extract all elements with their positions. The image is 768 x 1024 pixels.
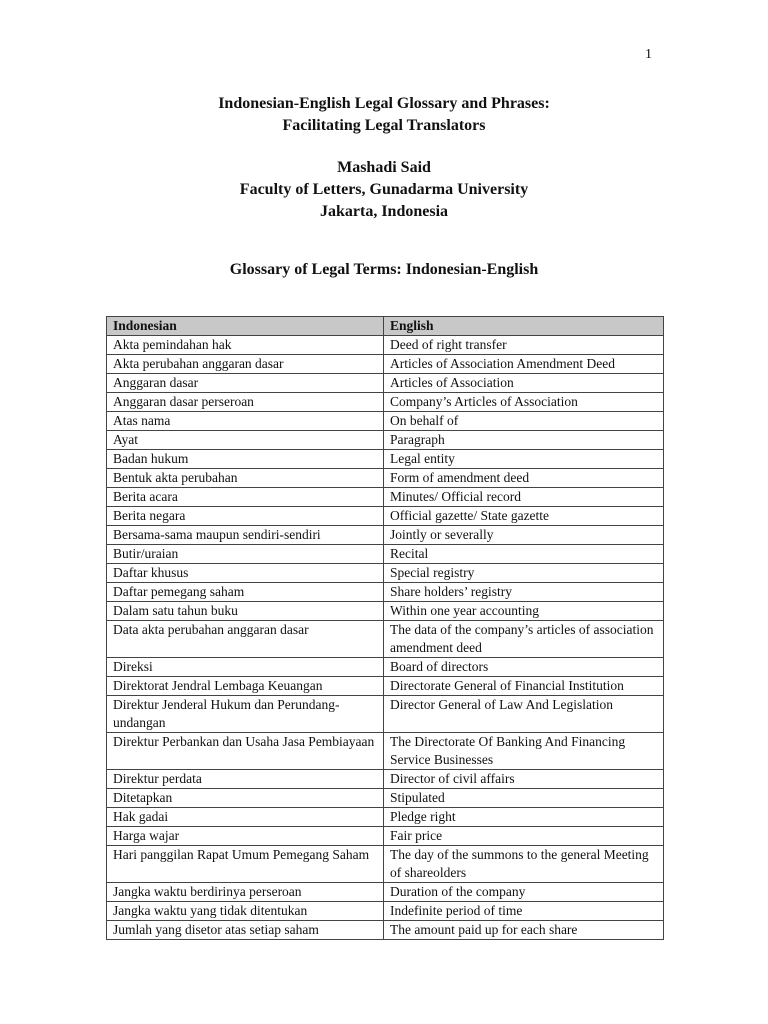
english-term: Stipulated	[384, 789, 664, 808]
english-term: Articles of Association Amendment Deed	[384, 355, 664, 374]
author-location: Jakarta, Indonesia	[319, 203, 449, 220]
english-term: Fair price	[384, 827, 664, 846]
english-term: Official gazette/ State gazette	[384, 507, 664, 526]
table-row	[107, 431, 664, 450]
table-row	[107, 789, 664, 808]
indonesian-term: Direktur perdata	[107, 770, 384, 789]
glossary-table-body	[107, 336, 664, 940]
english-term: The amount paid up for each share	[384, 921, 664, 940]
indonesian-term: Direktorat Jendral Lembaga Keuangan	[107, 677, 384, 696]
english-term: Directorate General of Financial Institution	[384, 677, 664, 696]
indonesian-term: Butir/uraian	[107, 545, 384, 564]
indonesian-term: Data akta perubahan anggaran dasar	[107, 621, 384, 658]
english-term: Legal entity	[384, 450, 664, 469]
table-row	[107, 526, 664, 545]
indonesian-term: Jumlah yang disetor atas setiap saham	[107, 921, 384, 940]
document-title-block	[0, 93, 768, 223]
table-row	[107, 658, 664, 677]
table-row	[107, 336, 664, 355]
english-term: Deed of right transfer	[384, 336, 664, 355]
indonesian-term: Direktur Perbankan dan Usaha Jasa Pembiayaan	[107, 733, 384, 770]
table-row	[107, 374, 664, 393]
table-row	[107, 808, 664, 827]
table-row	[107, 412, 664, 431]
table-row	[107, 507, 664, 526]
indonesian-term: Jangka waktu yang tidak ditentukan	[107, 902, 384, 921]
english-term: Director General of Law And Legislation	[384, 696, 664, 733]
indonesian-term: Daftar khusus	[107, 564, 384, 583]
english-term: Recital	[384, 545, 664, 564]
indonesian-term: Jangka waktu berdirinya perseroan	[107, 883, 384, 902]
english-term: The day of the summons to the general Meeting of shareolders	[384, 846, 664, 883]
indonesian-term: Anggaran dasar	[107, 374, 384, 393]
indonesian-term: Direktur Jenderal Hukum dan Perundang-undangan	[107, 696, 384, 733]
table-row	[107, 583, 664, 602]
english-term: Director of civil affairs	[384, 770, 664, 789]
indonesian-term: Berita acara	[107, 488, 384, 507]
author-affiliation: Faculty of Letters, Gunadarma University	[239, 181, 529, 198]
table-row	[107, 902, 664, 921]
column-header-english: English	[384, 317, 664, 336]
table-row	[107, 602, 664, 621]
indonesian-term: Berita negara	[107, 507, 384, 526]
table-row	[107, 355, 664, 374]
indonesian-term: Akta perubahan anggaran dasar	[107, 355, 384, 374]
glossary-table	[106, 316, 664, 940]
english-term: The Directorate Of Banking And Financing Service Businesses	[384, 733, 664, 770]
english-term: Board of directors	[384, 658, 664, 677]
english-term: Jointly or severally	[384, 526, 664, 545]
table-row	[107, 770, 664, 789]
table-header-row	[107, 317, 664, 336]
table-row	[107, 545, 664, 564]
english-term: Duration of the company	[384, 883, 664, 902]
page-number: 1	[645, 47, 652, 62]
english-term: Indefinite period of time	[384, 902, 664, 921]
indonesian-term: Dalam satu tahun buku	[107, 602, 384, 621]
english-term: Share holders’ registry	[384, 583, 664, 602]
indonesian-term: Akta pemindahan hak	[107, 336, 384, 355]
english-term: Form of amendment deed	[384, 469, 664, 488]
table-row	[107, 696, 664, 733]
english-term: Pledge right	[384, 808, 664, 827]
indonesian-term: Atas nama	[107, 412, 384, 431]
table-row	[107, 733, 664, 770]
document-subtitle: Facilitating Legal Translators	[282, 117, 486, 134]
english-term: Articles of Association	[384, 374, 664, 393]
indonesian-term: Hak gadai	[107, 808, 384, 827]
indonesian-term: Ditetapkan	[107, 789, 384, 808]
indonesian-term: Bentuk akta perubahan	[107, 469, 384, 488]
indonesian-term: Hari panggilan Rapat Umum Pemegang Saham	[107, 846, 384, 883]
english-term: Within one year accounting	[384, 602, 664, 621]
table-row	[107, 677, 664, 696]
table-row	[107, 469, 664, 488]
indonesian-term: Bersama-sama maupun sendiri-sendiri	[107, 526, 384, 545]
english-term: Minutes/ Official record	[384, 488, 664, 507]
indonesian-term: Direksi	[107, 658, 384, 677]
author-name: Mashadi Said	[337, 159, 431, 176]
indonesian-term: Daftar pemegang saham	[107, 583, 384, 602]
table-row	[107, 883, 664, 902]
table-row	[107, 827, 664, 846]
table-row	[107, 450, 664, 469]
indonesian-term: Harga wajar	[107, 827, 384, 846]
column-header-indonesian: Indonesian	[107, 317, 384, 336]
english-term: Company’s Articles of Association	[384, 393, 664, 412]
english-term: Paragraph	[384, 431, 664, 450]
table-row	[107, 488, 664, 507]
indonesian-term: Anggaran dasar perseroan	[107, 393, 384, 412]
english-term: Special registry	[384, 564, 664, 583]
indonesian-term: Badan hukum	[107, 450, 384, 469]
indonesian-term: Ayat	[107, 431, 384, 450]
table-row	[107, 393, 664, 412]
document-title: Indonesian-English Legal Glossary and Phrases:	[218, 95, 550, 112]
glossary-heading: Glossary of Legal Terms: Indonesian-English	[229, 261, 539, 278]
english-term: The data of the company’s articles of association amendment deed	[384, 621, 664, 658]
english-term: On behalf of	[384, 412, 664, 431]
table-row	[107, 921, 664, 940]
table-row	[107, 564, 664, 583]
table-row	[107, 846, 664, 883]
table-row	[107, 621, 664, 658]
